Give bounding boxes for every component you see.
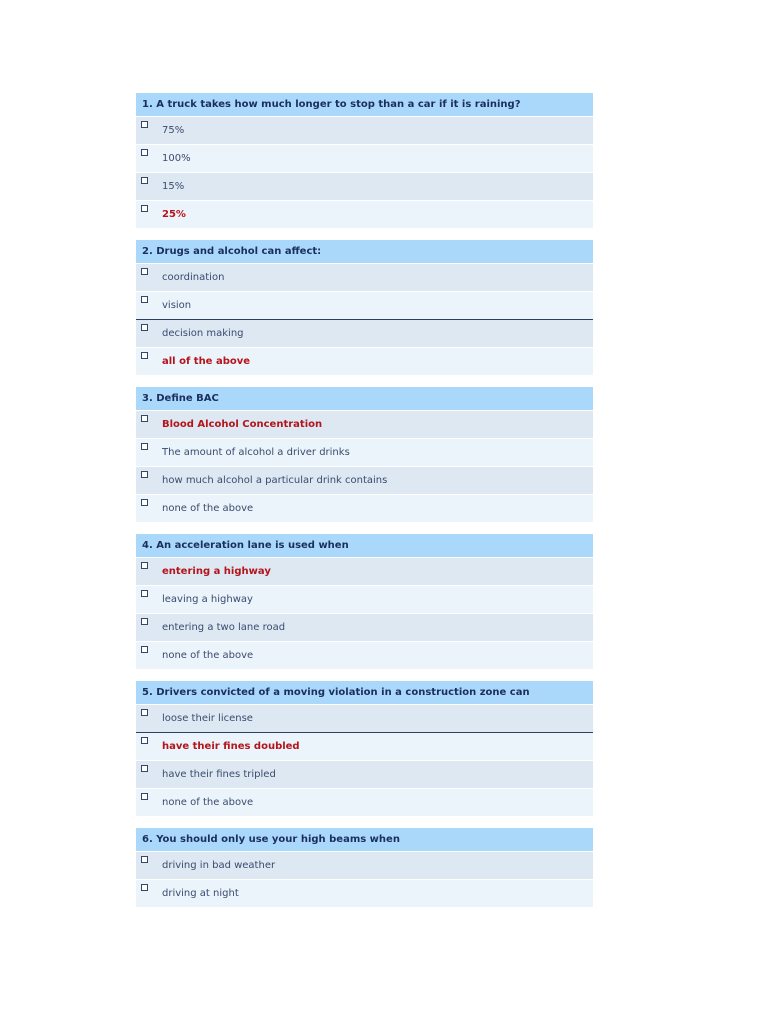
question-block bbox=[136, 534, 593, 669]
answer-option[interactable] bbox=[136, 291, 593, 319]
answer-option[interactable] bbox=[136, 200, 593, 228]
checkbox-icon[interactable] bbox=[141, 352, 148, 359]
answer-option[interactable] bbox=[136, 494, 593, 522]
answer-option[interactable] bbox=[136, 641, 593, 669]
answer-label: 100% bbox=[162, 153, 191, 164]
answer-option[interactable] bbox=[136, 613, 593, 641]
question-block bbox=[136, 240, 593, 375]
correct-answer-label: all of the above bbox=[162, 356, 251, 367]
answer-option[interactable] bbox=[136, 263, 593, 291]
checkbox-icon[interactable] bbox=[141, 268, 148, 275]
answer-option[interactable] bbox=[136, 585, 593, 613]
checkbox-icon[interactable] bbox=[141, 121, 148, 128]
answer-option[interactable] bbox=[136, 410, 593, 438]
correct-answer-label: Blood Alcohol Concentration bbox=[162, 419, 323, 430]
question-title: 2. Drugs and alcohol can affect: bbox=[136, 240, 593, 263]
checkbox-icon[interactable] bbox=[141, 499, 148, 506]
checkbox-icon[interactable] bbox=[141, 590, 148, 597]
answer-label: vision bbox=[162, 300, 192, 311]
checkbox-icon[interactable] bbox=[141, 646, 148, 653]
answer-label: leaving a highway bbox=[162, 594, 253, 605]
answer-label: how much alcohol a particular drink contains bbox=[162, 475, 388, 486]
question-block bbox=[136, 387, 593, 522]
checkbox-icon[interactable] bbox=[141, 618, 148, 625]
checkbox-icon[interactable] bbox=[141, 765, 148, 772]
question-title: 3. Define BAC bbox=[136, 387, 593, 410]
checkbox-icon[interactable] bbox=[141, 324, 148, 331]
answer-label: none of the above bbox=[162, 797, 254, 808]
answer-label: have their fines tripled bbox=[162, 769, 276, 780]
answer-label: loose their license bbox=[162, 713, 253, 724]
answer-label: decision making bbox=[162, 328, 244, 339]
quiz-list bbox=[136, 93, 593, 919]
checkbox-icon[interactable] bbox=[141, 793, 148, 800]
answer-option[interactable] bbox=[136, 788, 593, 816]
checkbox-icon[interactable] bbox=[141, 856, 148, 863]
answer-label: entering a two lane road bbox=[162, 622, 286, 633]
question-title: 4. An acceleration lane is used when bbox=[136, 534, 593, 557]
checkbox-icon[interactable] bbox=[141, 149, 148, 156]
answer-label: 75% bbox=[162, 125, 185, 136]
correct-answer-label: entering a highway bbox=[162, 566, 271, 577]
answer-label: driving at night bbox=[162, 888, 239, 899]
answer-option[interactable] bbox=[136, 851, 593, 879]
checkbox-icon[interactable] bbox=[141, 709, 148, 716]
correct-answer-label: have their fines doubled bbox=[162, 741, 300, 752]
answer-option[interactable] bbox=[136, 732, 593, 760]
answer-option[interactable] bbox=[136, 879, 593, 907]
answer-option[interactable] bbox=[136, 557, 593, 585]
checkbox-icon[interactable] bbox=[141, 205, 148, 212]
checkbox-icon[interactable] bbox=[141, 415, 148, 422]
answer-label: 15% bbox=[162, 181, 185, 192]
answer-option[interactable] bbox=[136, 116, 593, 144]
question-block bbox=[136, 681, 593, 816]
answer-option[interactable] bbox=[136, 319, 593, 347]
checkbox-icon[interactable] bbox=[141, 296, 148, 303]
answer-option[interactable] bbox=[136, 704, 593, 732]
question-block bbox=[136, 828, 593, 907]
answer-option[interactable] bbox=[136, 172, 593, 200]
question-title: 5. Drivers convicted of a moving violation in a construction zone can bbox=[136, 681, 593, 704]
answer-label: none of the above bbox=[162, 503, 254, 514]
checkbox-icon[interactable] bbox=[141, 884, 148, 891]
answer-option[interactable] bbox=[136, 466, 593, 494]
checkbox-icon[interactable] bbox=[141, 737, 148, 744]
answer-label: driving in bad weather bbox=[162, 860, 276, 871]
question-block bbox=[136, 93, 593, 228]
answer-label: The amount of alcohol a driver drinks bbox=[162, 447, 350, 458]
answer-option[interactable] bbox=[136, 760, 593, 788]
checkbox-icon[interactable] bbox=[141, 471, 148, 478]
checkbox-icon[interactable] bbox=[141, 443, 148, 450]
answer-label: coordination bbox=[162, 272, 225, 283]
question-title: 1. A truck takes how much longer to stop than a car if it is raining? bbox=[136, 93, 593, 116]
answer-option[interactable] bbox=[136, 438, 593, 466]
checkbox-icon[interactable] bbox=[141, 562, 148, 569]
answer-label: none of the above bbox=[162, 650, 254, 661]
checkbox-icon[interactable] bbox=[141, 177, 148, 184]
correct-answer-label: 25% bbox=[162, 209, 186, 220]
answer-option[interactable] bbox=[136, 144, 593, 172]
answer-option[interactable] bbox=[136, 347, 593, 375]
question-title: 6. You should only use your high beams when bbox=[136, 828, 593, 851]
